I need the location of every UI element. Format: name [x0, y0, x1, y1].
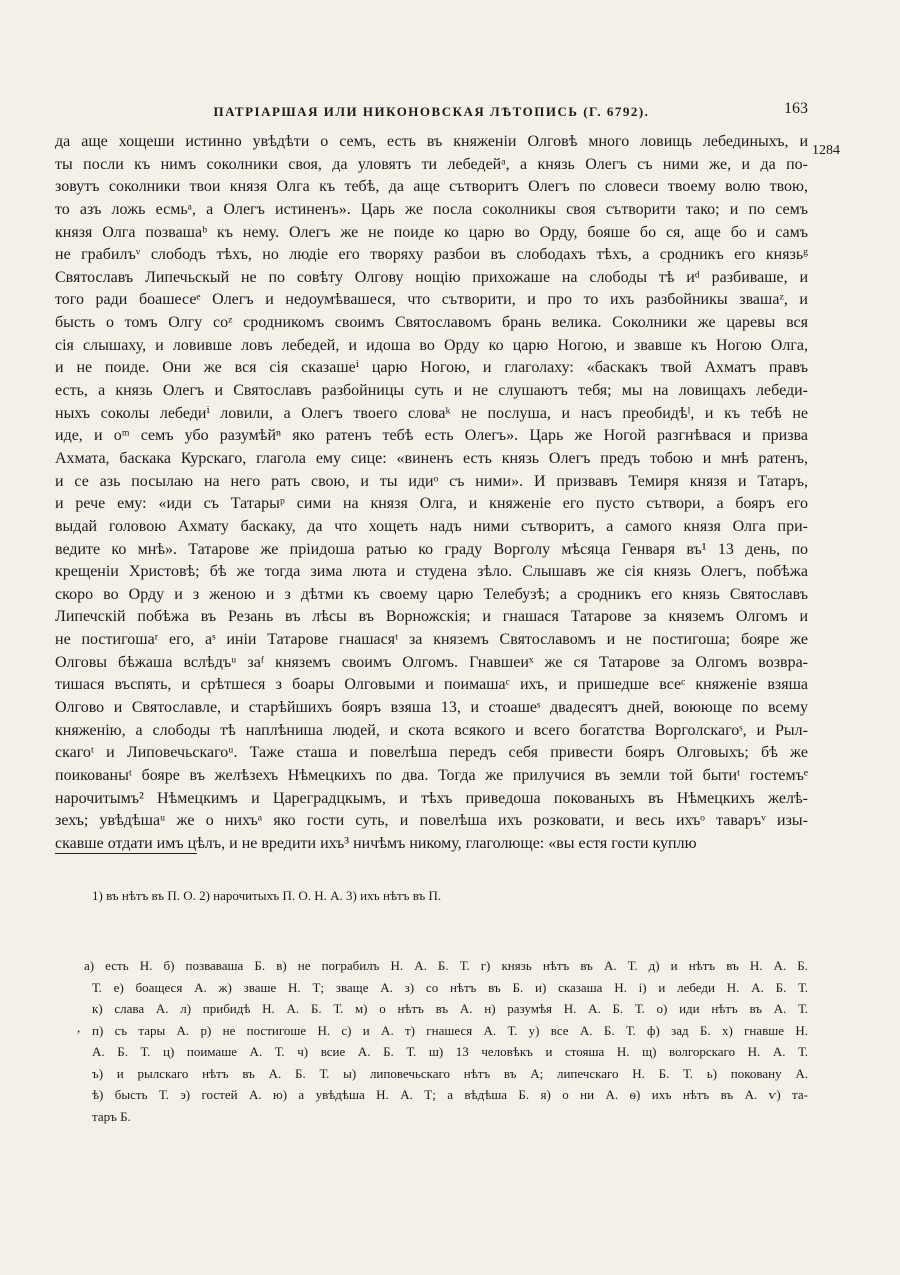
text-line: ведите ко мнѣ». Татарове же пріидоша ратью ко граду Ворголу мѣсяца Генваря въ¹ 13 день, по [55, 540, 808, 558]
text-line: иде, и оᵐ семъ убо разумѣйⁿ яко ратенъ тебѣ есть Олегъ». Царь же Ногой разгнѣвася и призва [55, 427, 808, 445]
numbered-footnotes: 1) въ нѣтъ въ П. О. 2) нарочитыхъ П. О. Н. А. 3) ихъ нѣтъ въ П. [92, 888, 442, 903]
text-line: и не поиде. Они же вся сія сказашеⁱ царю Ногою, и глаголаху: «баскакъ твой Ахматъ правъ [55, 359, 808, 377]
running-title: ПАТРІАРШАЯ ИЛИ НИКОНОВСКАЯ ЛѢТОПИСЬ (Г. 6792). [213, 104, 650, 119]
text-line: скагоᵗ и Липовечьскагоᵘ. Таже сташа и повелѣша передъ себя привести бояръ Олговыхъ; бѣ же [55, 744, 808, 762]
text-line: и се азь посылаю на него рать свою, и ты идиᵒ съ ними». И призвавъ Темиря князя и Татаръ, [55, 472, 808, 490]
text-line: сія слышаху, и ловивше ловъ лебедей, и идоша во Орду ко царю Ногою, и звавше къ Ногою Олга, [55, 336, 808, 354]
text-line: и рече ему: «иди съ Татарыᵖ сими на князя Олга, и княженіе его пусто сътвори, а бояръ его [55, 495, 808, 513]
text-line: ты посли къ нимъ соколники своя, да уловятъ ти лебедейᵃ, а князь Олегъ съ ними же, и да по- [55, 155, 808, 173]
variant-readings [84, 955, 808, 1127]
text-line: Олгово и Святославле, и старѣйшихъ бояръ взяша 13, и стоашеˢ двадесятъ дней, воюющe по всему [55, 699, 808, 717]
variant-line: ъ) и рылскаго нѣтъ въ А. Б. Т. ы) липовечьскаго нѣтъ въ А; липечскаго Н. Б. Т. ь) покованy А. [92, 1065, 808, 1081]
text-line: да аще хощеши истинно увѣдѣти о семъ, есть въ княженіи Олговѣ много ловищь лебединыхъ, и [55, 133, 808, 150]
text-line: нарочитымъ² Нѣмецкимъ и Цареградцкымъ, и тѣхъ приведоша покованыхъ въ Нѣмецкихъ желѣ- [55, 789, 808, 807]
text-line: не грабилъᵛ слободъ тѣхъ, но людіе его творяху разбои въ слободахъ тѣхъ, а сродникъ его князьᵍ [55, 246, 808, 264]
running-header [55, 98, 808, 124]
text-line: не постигошаʳ его, аˢ иніи Татарове гнашасяᵗ за княземъ Святославомъ и не постигоша; бояре же [55, 631, 808, 649]
stray-mark: , [77, 1020, 81, 1035]
text-line: ныхъ соколы лебедиⁱ ловили, а Олегъ твоего словаᵏ не послуша, и насъ преобидѣˡ, и къ тебѣ не [55, 404, 808, 422]
text-line: князя Олга позвашаᵇ къ нему. Олегъ же не поиде ко царю во Орду, бояше бо ся, аще бо и самъ [55, 223, 808, 241]
text-line: Олговы бѣжаша вслѣдъᵘ заᶠ княземъ своимъ Олгомъ. Гнавшеиˣ же ся Татарове за Олгомъ возвра- [55, 653, 808, 671]
text-line: бысть о томъ Олгу соᶻ сродникомъ своимъ Святославомъ брань велика. Соколники же царевы вся [55, 314, 808, 332]
text-line: зовутъ соколники твои князя Олга къ тебѣ, да аще сътворитъ Олегъ по словеси твоему волю твою, [55, 178, 808, 196]
text-line: княженію, а слободы тѣ наплѣниша людей, и скота всякого и всего богатства Ворголскагоˢ, и Рыл- [55, 721, 808, 739]
text-line: Святославъ Липечьскый не по совѣту Олгову нощію прихожаше на слободы тѣ иᵈ разбиваше, и [55, 268, 808, 286]
text-line: выдай головою Ахмату баскаку, да что хощеть надъ ними сътворитъ, а самого князя Олга при- [55, 517, 808, 535]
variant-line: таръ Б. [92, 1108, 131, 1124]
variant-line: Т. е) боащеся А. ж) зваше Н. Т; зваще А. з) со нѣтъ въ Б. и) сказаша Н. і) и лебеди Н. А. Б. Т. [92, 979, 808, 995]
variant-line: п) съ тары А. р) не постигоше Н. с) и А. т) гнашеся А. Т. у) все А. Б. Т. ф) зад Б. х) гнавше Н. [92, 1022, 808, 1038]
margin-year-note: 1284 [812, 143, 840, 158]
text-line: тишася въспять, и срѣтшеся з боары Олговыми и поимашаᶜ ихъ, и пришедше всеᶜ княженіе взяша [55, 676, 808, 694]
text-line: то азъ ложь есмьᵃ, а Олегъ истиненъ». Царь же посла соколникы своя сътворити тако; и по семъ [55, 200, 808, 218]
text-line: скоро во Орду и з женою и з дѣтми къ своему царю Телебузѣ; а сродникъ его князь Святославъ [55, 585, 808, 603]
chronicle-text [55, 131, 808, 856]
text-line: зехъ; увѣдѣшаᵘ же о нихъᵃ яко гости суть, и повелѣша ихъ розковати, и весь ихъᵒ таваръᵛ изы- [55, 812, 808, 830]
variant-line: к) слава А. л) прибидѣ Н. А. Б. Т. м) о нѣтъ въ А. н) разумѣя Н. А. Б. Т. о) иди нѣтъ въ А. Т. [92, 1001, 808, 1016]
text-line: Ахмата, баскака Курскаго, глагола ему сице: «виненъ есть князь Олегъ предъ тобою и мнѣ ратенъ, [55, 449, 808, 467]
variant-line: ѣ) бысть Т. э) гостей А. ю) а увѣдѣша Н. А. Т; а вѣдѣша Б. я) о ни А. ѳ) ихъ нѣтъ въ А. ѵ) та- [92, 1087, 808, 1102]
text-line: скавше отдати имъ цѣлъ, и не вредити ихъ³ ничѣмъ никому, глаголюще: «вы естя гости куплю [55, 834, 697, 852]
variant-line: А. Б. Т. ц) поимаше А. Т. ч) всие А. Б. Т. ш) 13 человѣкъ и стояша Н. щ) волгорскаго Н. А. Т. [92, 1044, 808, 1059]
text-line: того ради боашесеᵉ Олегъ и недоумѣвашеся, что сътворити, и про то ихъ разбойникы звашаᶻ, и [55, 291, 808, 309]
variant-line: а) есть Н. б) позваваша Б. в) не пограбилъ Н. А. Б. Т. г) князь нѣтъ въ А. Т. д) и нѣтъ въ Н. А. Б. [84, 958, 808, 973]
page-number: 163 [784, 100, 808, 117]
text-line: крещеніи Христовѣ; бѣ же тогда зима люта и студена зѣло. Слышавъ же сія князь Олегъ, побѣжа [55, 563, 808, 581]
footnote-rule [55, 853, 197, 854]
text-line: есть, а князь Олегъ и Святославъ разбойницы суть и не слушаютъ тебя; мы на ловищахъ лебеди- [55, 382, 808, 400]
text-line: поикованыᵗ бояре въ желѣзехъ Нѣмецкихъ по два. Тогда же прилучися въ земли той бытиᵗ гостемъᵉ [55, 766, 808, 784]
text-line: Липечскій побѣжа въ Резань въ лѣсы въ Ворножскія; и гнашася Татарове за княземъ Олгомъ и [55, 608, 808, 626]
